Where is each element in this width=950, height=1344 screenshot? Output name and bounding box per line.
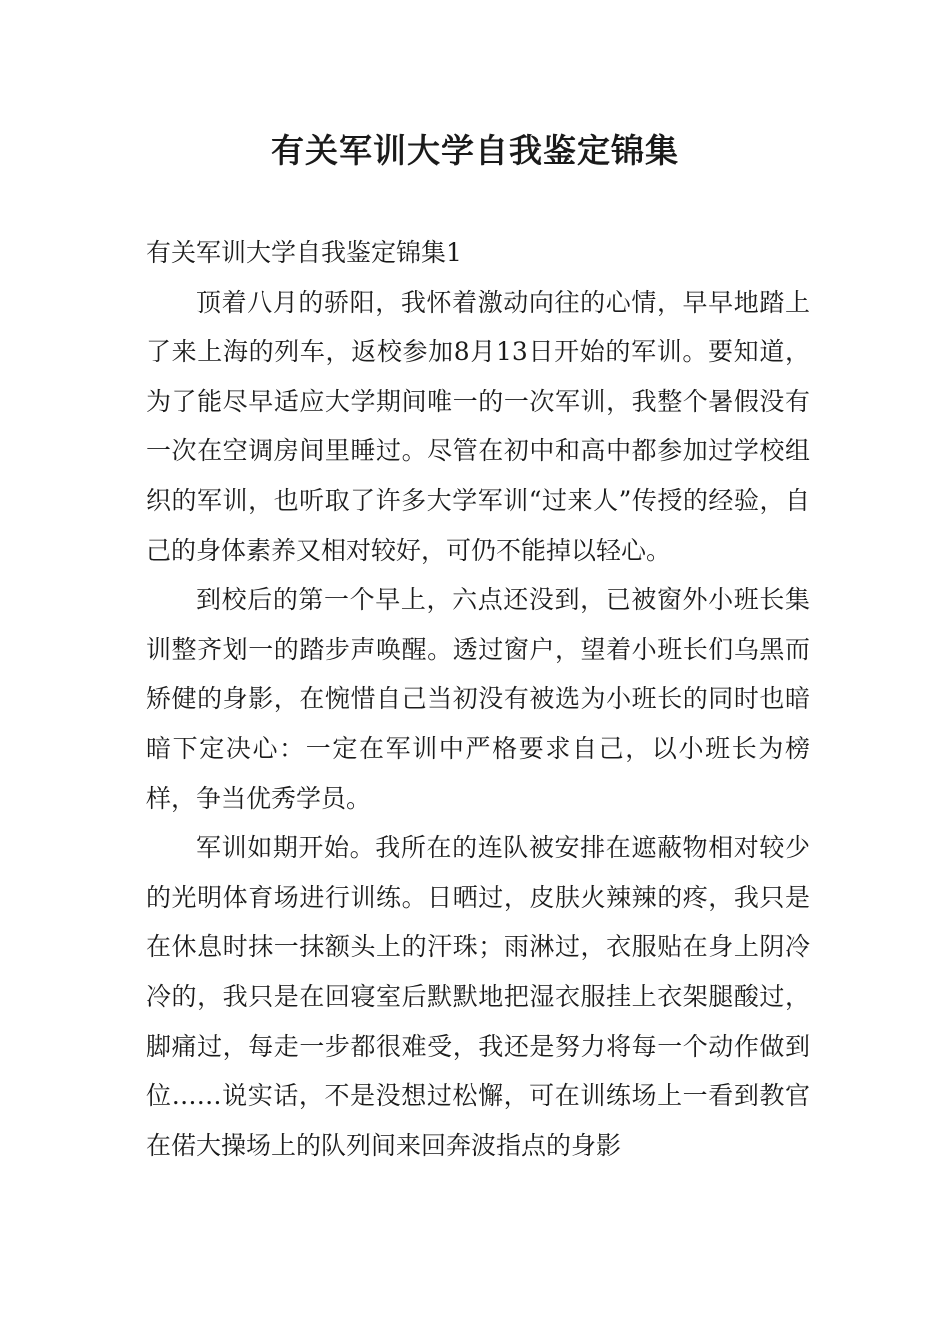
document-title: 有关军训大学自我鉴定锦集 [271, 131, 679, 170]
document-body [146, 228, 810, 1170]
paragraph-2: 到校后的第一个早上，六点还没到，已被窗外小班长集训整齐划一的踏步声唤醒。透过窗户，望着小班长们乌黑而矫健的身影，在惋惜自己当初没有被选为小班长的同时也暗暗下定决心：一定在军训中严格要求自己，以小班长为榜样，争当优秀学员。 [146, 585, 810, 813]
paragraph-3: 军训如期开始。我所在的连队被安排在遮蔽物相对较少的光明体育场进行训练。日晒过，皮肤火辣辣的疼，我只是在休息时抹一抹额头上的汗珠；雨淋过，衣服贴在身上阴冷冷的，我只是在回寝室后默默地把湿衣服挂上衣架腿酸过，脚痛过，每走一步都很难受，我还是努力将每一个动作做到位……说实话，不是没想过松懈，可在训练场上一看到教官在偌大操场上的队列间来回奔波指点的身影 [146, 833, 810, 1160]
section-heading: 有关军训大学自我鉴定锦集1 [146, 238, 462, 267]
paragraph-1: 顶着八月的骄阳，我怀着激动向往的心情，早早地踏上了来上海的列车，返校参加8月13日开始的军训。要知道，为了能尽早适应大学期间唯一的一次军训，我整个暑假没有一次在空调房间里睡过。尽管在初中和高中都参加过学校组织的军训，也听取了许多大学军训“过来人”传授的经验，自己的身体素养又相对较好，可仍不能掉以轻心。 [146, 287, 810, 565]
